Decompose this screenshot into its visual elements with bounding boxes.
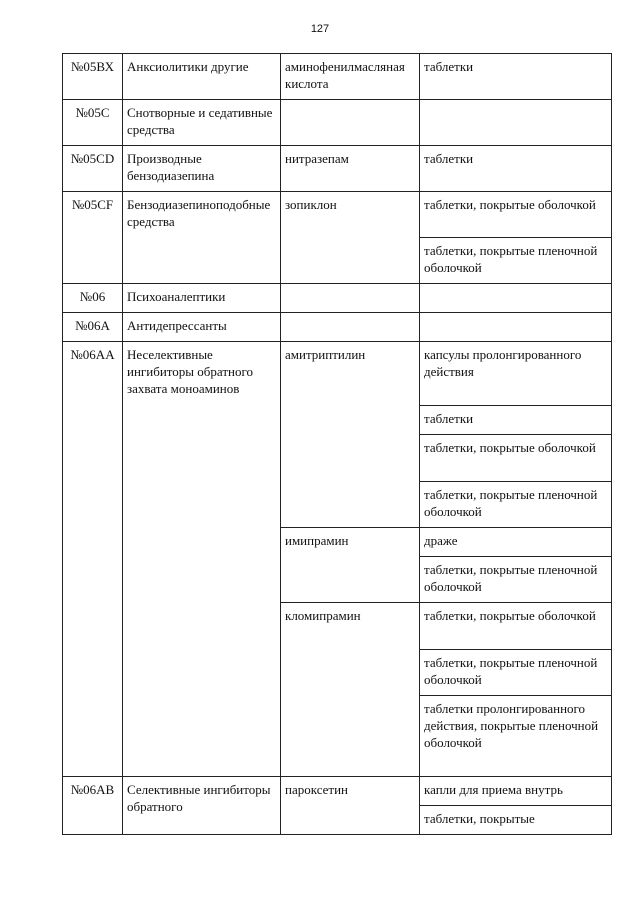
table-row xyxy=(63,284,612,313)
form-cell: таблетки, покрытые xyxy=(420,806,612,835)
table-row xyxy=(63,100,612,146)
drug-cell: аминофенилмасляная кислота xyxy=(281,54,420,100)
atc-code-cell: №06АА xyxy=(63,342,123,777)
table-row xyxy=(63,777,612,806)
form-cell: таблетки, покрытые оболочкой xyxy=(420,603,612,650)
medications-table xyxy=(62,53,612,835)
table-row xyxy=(63,192,612,238)
table-row xyxy=(63,313,612,342)
table-row xyxy=(63,146,612,192)
form-cell: таблетки xyxy=(420,54,612,100)
form-cell: капсулы пролонгированного действия xyxy=(420,342,612,406)
drug-cell: амитриптилин xyxy=(281,342,420,528)
form-cell: таблетки, покрытые пленочной оболочкой xyxy=(420,482,612,528)
drug-cell: кломипрамин xyxy=(281,603,420,777)
drug-cell xyxy=(281,284,420,313)
group-cell: Антидепрессанты xyxy=(123,313,281,342)
group-cell: Анксиолитики другие xyxy=(123,54,281,100)
group-cell: Психоаналептики xyxy=(123,284,281,313)
drug-cell xyxy=(281,313,420,342)
atc-code-cell: №05CF xyxy=(63,192,123,284)
form-cell: таблетки, покрытые пленочной оболочкой xyxy=(420,557,612,603)
drug-cell: нитразепам xyxy=(281,146,420,192)
form-cell xyxy=(420,100,612,146)
group-cell: Неселективные ингибиторы обратного захвата моноаминов xyxy=(123,342,281,777)
atc-code-cell: №05С xyxy=(63,100,123,146)
drug-cell: зопиклон xyxy=(281,192,420,284)
drug-cell xyxy=(281,100,420,146)
atc-code-cell: №05ВХ xyxy=(63,54,123,100)
form-cell: таблетки, покрытые оболочкой xyxy=(420,435,612,482)
atc-code-cell: №06АВ xyxy=(63,777,123,835)
page-number: 127 xyxy=(310,23,330,35)
table-row xyxy=(63,342,612,406)
atc-code-cell: №06 xyxy=(63,284,123,313)
atc-code-cell: №06А xyxy=(63,313,123,342)
form-cell: таблетки, покрытые пленочной оболочкой xyxy=(420,650,612,696)
drug-cell: имипрамин xyxy=(281,528,420,603)
group-cell: Селективные ингибиторы обратного xyxy=(123,777,281,835)
form-cell: драже xyxy=(420,528,612,557)
group-cell: Снотворные и седативные средства xyxy=(123,100,281,146)
form-cell xyxy=(420,313,612,342)
form-cell: таблетки пролонгированного действия, покрытые пленочной оболочкой xyxy=(420,696,612,777)
form-cell xyxy=(420,284,612,313)
group-cell: Бензодиазепиноподобные средства xyxy=(123,192,281,284)
drug-cell: пароксетин xyxy=(281,777,420,835)
atc-code-cell: №05CD xyxy=(63,146,123,192)
form-cell: таблетки, покрытые оболочкой xyxy=(420,192,612,238)
group-cell: Производные бензодиазепина xyxy=(123,146,281,192)
form-cell: таблетки, покрытые пленочной оболочкой xyxy=(420,238,612,284)
form-cell: капли для приема внутрь xyxy=(420,777,612,806)
table-row xyxy=(63,54,612,100)
form-cell: таблетки xyxy=(420,406,612,435)
form-cell: таблетки xyxy=(420,146,612,192)
